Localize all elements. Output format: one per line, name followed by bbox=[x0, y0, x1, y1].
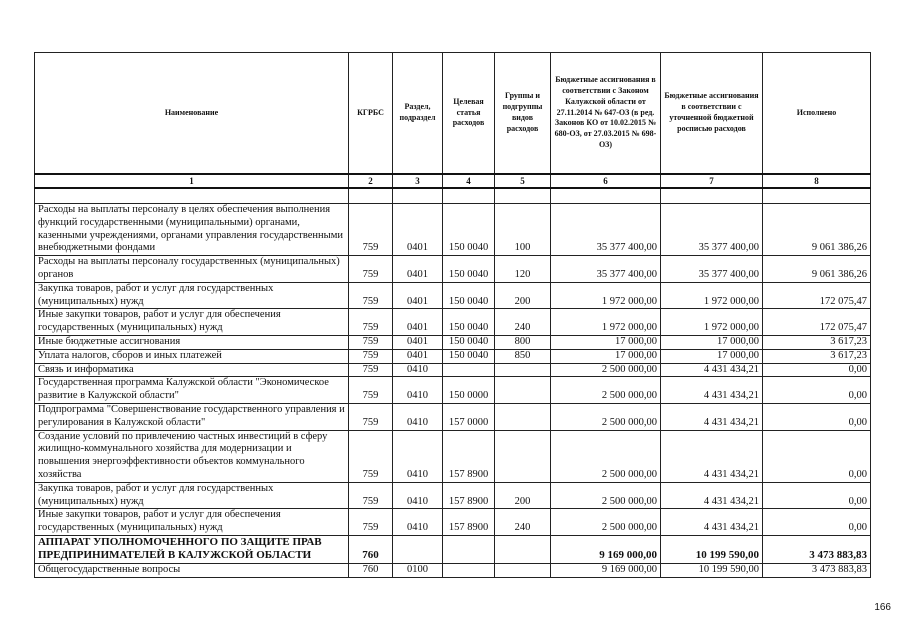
spacer-cell bbox=[35, 188, 349, 204]
row-budget-law: 2 500 000,00 bbox=[551, 430, 661, 482]
row-budget-law: 2 500 000,00 bbox=[551, 363, 661, 377]
header-section: Раздел, подраздел bbox=[393, 53, 443, 175]
row-executed: 172 075,47 bbox=[763, 309, 871, 336]
row-kgrbs: 760 bbox=[349, 563, 393, 577]
row-expense-type: 120 bbox=[495, 256, 551, 283]
spacer-cell bbox=[661, 188, 763, 204]
row-kgrbs: 759 bbox=[349, 363, 393, 377]
row-kgrbs: 759 bbox=[349, 377, 393, 404]
row-section: 0410 bbox=[393, 403, 443, 430]
col-number: 3 bbox=[393, 174, 443, 188]
row-target-article: 150 0040 bbox=[443, 335, 495, 349]
row-expense-type bbox=[495, 363, 551, 377]
table-row bbox=[35, 377, 871, 404]
table-row bbox=[35, 535, 871, 563]
row-target-article: 157 0000 bbox=[443, 403, 495, 430]
col-number: 1 bbox=[35, 174, 349, 188]
row-budget-schedule: 35 377 400,00 bbox=[661, 204, 763, 256]
row-name: Государственная программа Калужской области "Экономическое развитие в Калужской области" bbox=[35, 377, 349, 404]
table-row bbox=[35, 430, 871, 482]
row-executed: 0,00 bbox=[763, 482, 871, 509]
row-budget-law: 35 377 400,00 bbox=[551, 204, 661, 256]
table-row bbox=[35, 256, 871, 283]
row-budget-schedule: 17 000,00 bbox=[661, 349, 763, 363]
row-expense-type: 240 bbox=[495, 509, 551, 536]
row-target-article: 157 8900 bbox=[443, 482, 495, 509]
table-row bbox=[35, 309, 871, 336]
row-section: 0410 bbox=[393, 482, 443, 509]
row-budget-schedule: 4 431 434,21 bbox=[661, 377, 763, 404]
row-section bbox=[393, 535, 443, 563]
row-budget-law: 2 500 000,00 bbox=[551, 403, 661, 430]
row-name: Подпрограмма "Совершенствование государственного управления и регулирования в Калужской области" bbox=[35, 403, 349, 430]
table-body bbox=[35, 204, 871, 578]
row-budget-law: 2 500 000,00 bbox=[551, 377, 661, 404]
header-target-article: Целевая статья расходов bbox=[443, 53, 495, 175]
row-expense-type bbox=[495, 377, 551, 404]
col-number: 6 bbox=[551, 174, 661, 188]
col-number: 8 bbox=[763, 174, 871, 188]
row-target-article bbox=[443, 363, 495, 377]
row-budget-schedule: 4 431 434,21 bbox=[661, 363, 763, 377]
row-kgrbs: 759 bbox=[349, 335, 393, 349]
row-executed: 0,00 bbox=[763, 363, 871, 377]
row-budget-law: 1 972 000,00 bbox=[551, 282, 661, 309]
table-row bbox=[35, 349, 871, 363]
row-executed: 0,00 bbox=[763, 377, 871, 404]
row-expense-type bbox=[495, 430, 551, 482]
spacer-cell bbox=[551, 188, 661, 204]
header-row bbox=[35, 53, 871, 175]
row-kgrbs: 760 bbox=[349, 535, 393, 563]
row-executed: 3 473 883,83 bbox=[763, 535, 871, 563]
header-expense-type: Группы и подгруппы видов расходов bbox=[495, 53, 551, 175]
table-row bbox=[35, 282, 871, 309]
row-section: 0410 bbox=[393, 377, 443, 404]
row-section: 0401 bbox=[393, 282, 443, 309]
row-name: Иные закупки товаров, работ и услуг для обеспечения государственных (муниципальных) нужд bbox=[35, 509, 349, 536]
row-target-article: 157 8900 bbox=[443, 430, 495, 482]
row-expense-type: 850 bbox=[495, 349, 551, 363]
row-name: Уплата налогов, сборов и иных платежей bbox=[35, 349, 349, 363]
row-target-article bbox=[443, 535, 495, 563]
row-expense-type bbox=[495, 535, 551, 563]
row-budget-schedule: 4 431 434,21 bbox=[661, 430, 763, 482]
row-budget-schedule: 17 000,00 bbox=[661, 335, 763, 349]
row-kgrbs: 759 bbox=[349, 509, 393, 536]
table-row bbox=[35, 335, 871, 349]
row-budget-law: 9 169 000,00 bbox=[551, 535, 661, 563]
spacer-cell bbox=[349, 188, 393, 204]
row-executed: 3 617,23 bbox=[763, 335, 871, 349]
spacer-cell bbox=[763, 188, 871, 204]
table-row bbox=[35, 482, 871, 509]
page-number: 166 bbox=[874, 602, 891, 613]
row-expense-type: 200 bbox=[495, 482, 551, 509]
row-kgrbs: 759 bbox=[349, 309, 393, 336]
row-budget-law: 9 169 000,00 bbox=[551, 563, 661, 577]
row-budget-schedule: 10 199 590,00 bbox=[661, 563, 763, 577]
row-executed: 9 061 386,26 bbox=[763, 256, 871, 283]
table-row bbox=[35, 204, 871, 256]
header-budget-schedule: Бюджетные ассигнования в соответствии с уточненной бюджетной росписью расходов bbox=[661, 53, 763, 175]
row-executed: 0,00 bbox=[763, 509, 871, 536]
row-kgrbs: 759 bbox=[349, 282, 393, 309]
spacer-cell bbox=[495, 188, 551, 204]
row-expense-type: 200 bbox=[495, 282, 551, 309]
header-budget-law: Бюджетные ассигнования в соответствии с Законом Калужской области от 27.11.2014 № 647-ОЗ (в ред. Законов КО от 10.02.2015 № 680-ОЗ, от 27.03.2015 № 698-ОЗ) bbox=[551, 53, 661, 175]
row-expense-type: 100 bbox=[495, 204, 551, 256]
row-name: АППАРАТ УПОЛНОМОЧЕННОГО ПО ЗАЩИТЕ ПРАВ ПРЕДПРИНИМАТЕЛЕЙ В КАЛУЖСКОЙ ОБЛАСТИ bbox=[35, 535, 349, 563]
row-name: Иные закупки товаров, работ и услуг для обеспечения государственных (муниципальных) нужд bbox=[35, 309, 349, 336]
row-target-article bbox=[443, 563, 495, 577]
row-budget-schedule: 35 377 400,00 bbox=[661, 256, 763, 283]
row-executed: 0,00 bbox=[763, 403, 871, 430]
row-executed: 172 075,47 bbox=[763, 282, 871, 309]
row-kgrbs: 759 bbox=[349, 403, 393, 430]
row-expense-type bbox=[495, 403, 551, 430]
row-budget-law: 1 972 000,00 bbox=[551, 309, 661, 336]
row-name: Связь и информатика bbox=[35, 363, 349, 377]
row-expense-type: 240 bbox=[495, 309, 551, 336]
row-executed: 9 061 386,26 bbox=[763, 204, 871, 256]
header-executed: Исполнено bbox=[763, 53, 871, 175]
table-row bbox=[35, 363, 871, 377]
row-budget-schedule: 1 972 000,00 bbox=[661, 282, 763, 309]
column-number-row bbox=[35, 174, 871, 188]
row-kgrbs: 759 bbox=[349, 256, 393, 283]
header-kgrbs: КГРБС bbox=[349, 53, 393, 175]
row-kgrbs: 759 bbox=[349, 482, 393, 509]
row-target-article: 150 0040 bbox=[443, 282, 495, 309]
row-section: 0401 bbox=[393, 349, 443, 363]
row-target-article: 157 8900 bbox=[443, 509, 495, 536]
row-section: 0401 bbox=[393, 204, 443, 256]
row-name: Создание условий по привлечению частных инвестиций в сферу жилищно-коммунального хозяйства для модернизации и повышения энергоэффективности объектов коммунального хозяйства bbox=[35, 430, 349, 482]
row-name: Расходы на выплаты персоналу государственных (муниципальных) органов bbox=[35, 256, 349, 283]
row-section: 0401 bbox=[393, 335, 443, 349]
row-kgrbs: 759 bbox=[349, 204, 393, 256]
row-section: 0410 bbox=[393, 430, 443, 482]
table-row bbox=[35, 403, 871, 430]
row-name: Закупка товаров, работ и услуг для государственных (муниципальных) нужд bbox=[35, 482, 349, 509]
row-kgrbs: 759 bbox=[349, 430, 393, 482]
col-number: 5 bbox=[495, 174, 551, 188]
row-budget-law: 2 500 000,00 bbox=[551, 509, 661, 536]
row-budget-law: 35 377 400,00 bbox=[551, 256, 661, 283]
row-budget-schedule: 1 972 000,00 bbox=[661, 309, 763, 336]
spacer-cell bbox=[443, 188, 495, 204]
col-number: 7 bbox=[661, 174, 763, 188]
spacer-cell bbox=[393, 188, 443, 204]
row-section: 0100 bbox=[393, 563, 443, 577]
table-row bbox=[35, 563, 871, 577]
row-budget-law: 17 000,00 bbox=[551, 349, 661, 363]
row-name: Общегосударственные вопросы bbox=[35, 563, 349, 577]
row-section: 0401 bbox=[393, 256, 443, 283]
row-section: 0410 bbox=[393, 363, 443, 377]
row-expense-type bbox=[495, 563, 551, 577]
row-executed: 3 473 883,83 bbox=[763, 563, 871, 577]
row-target-article: 150 0040 bbox=[443, 349, 495, 363]
row-budget-schedule: 4 431 434,21 bbox=[661, 482, 763, 509]
col-number: 2 bbox=[349, 174, 393, 188]
row-name: Закупка товаров, работ и услуг для государственных (муниципальных) нужд bbox=[35, 282, 349, 309]
row-budget-law: 2 500 000,00 bbox=[551, 482, 661, 509]
row-budget-law: 17 000,00 bbox=[551, 335, 661, 349]
row-budget-schedule: 10 199 590,00 bbox=[661, 535, 763, 563]
row-kgrbs: 759 bbox=[349, 349, 393, 363]
spacer-row bbox=[35, 188, 871, 204]
budget-table bbox=[34, 52, 871, 578]
row-name: Иные бюджетные ассигнования bbox=[35, 335, 349, 349]
header-name: Наименование bbox=[35, 53, 349, 175]
row-budget-schedule: 4 431 434,21 bbox=[661, 509, 763, 536]
row-budget-schedule: 4 431 434,21 bbox=[661, 403, 763, 430]
row-executed: 0,00 bbox=[763, 430, 871, 482]
row-target-article: 150 0000 bbox=[443, 377, 495, 404]
row-name: Расходы на выплаты персоналу в целях обеспечения выполнения функций государственными (муниципальными) органами, казенными учреждениями, органами управления государственными внебюджетными фондами bbox=[35, 204, 349, 256]
row-executed: 3 617,23 bbox=[763, 349, 871, 363]
row-target-article: 150 0040 bbox=[443, 204, 495, 256]
row-target-article: 150 0040 bbox=[443, 309, 495, 336]
col-number: 4 bbox=[443, 174, 495, 188]
row-section: 0410 bbox=[393, 509, 443, 536]
row-section: 0401 bbox=[393, 309, 443, 336]
row-target-article: 150 0040 bbox=[443, 256, 495, 283]
row-expense-type: 800 bbox=[495, 335, 551, 349]
table-row bbox=[35, 509, 871, 536]
